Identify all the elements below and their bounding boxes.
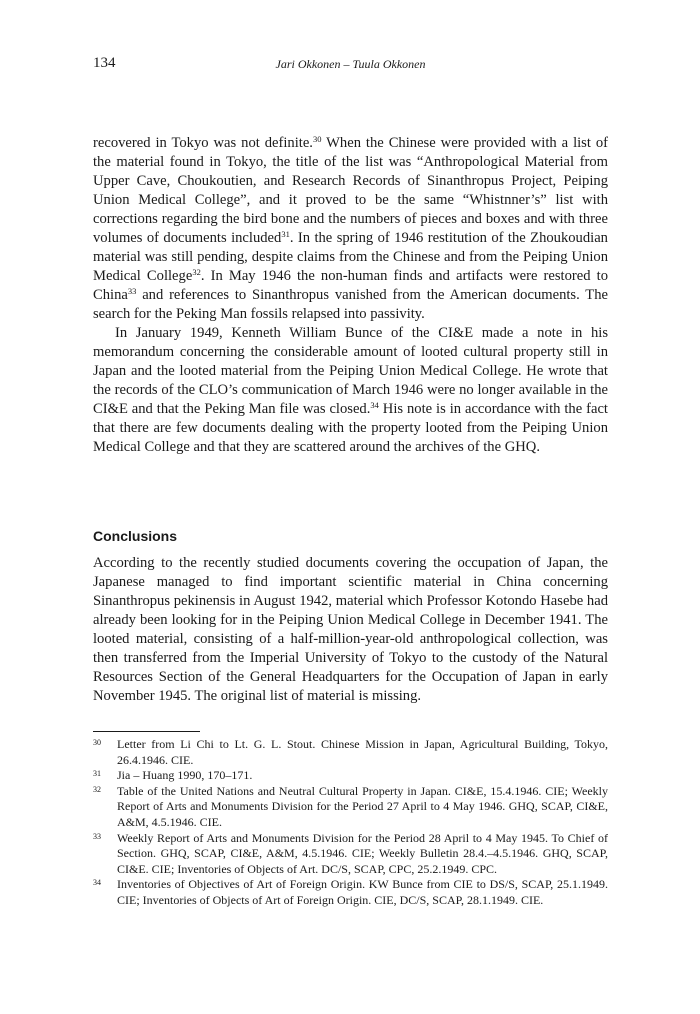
text-run: . In May 1946 the non-human finds and artifacts were restored to China	[93, 268, 609, 303]
footnote-ref-32[interactable]: 32	[192, 267, 201, 277]
footnote-text: Inventories of Objectives of Art of Foreign Origin. KW Bunce from CIE to DS/S, SCAP, 25.1.1949. CIE; Inventories of Objects of Art of Foreign Origin. CIE, DC/S, SCAP, 28.1.1949. CIE.	[117, 877, 608, 907]
footnote-number: 33	[93, 831, 101, 841]
page-number: 134	[93, 55, 116, 71]
footnote-ref-33[interactable]: 33	[127, 286, 137, 296]
conclusions-paragraph: According to the recently studied documents covering the occupation of Japan, the Japanese managed to find important scientific material in China concerning Sinanthropus pekinensis in August 1942, material which Professor Kotondo Hasebe had already been looking for in the Peiping Union Medical College in December 1941. The looted material, consisting of a half-million-year-old anthropological collection, was then transferred from the Imperial University of Tokyo to the custody of the Natural Resources Section of the General Headquarters for the Occupation of Japan in early November 1945. The original list of material is missing.	[93, 555, 608, 704]
body-text	[93, 134, 608, 457]
text-run: When the Chinese were provided with a list of the material found in Tokyo, the title of the list was “Anthropological Material from Upper Cave, Choukoutien, and Research Records of Sinanthropus Project, Peiping Union Medical College”, and it proved to be the same “Whistnner’s” list with corrections regarding the bird bone and the numbers of pieces and boxes and with three volumes of documents included	[93, 135, 609, 246]
text-run: recovered in Tokyo was not definite.	[93, 135, 313, 151]
footnote-number: 31	[93, 769, 101, 779]
paragraph	[93, 324, 608, 457]
footnote-text: Letter from Li Chi to Lt. G. L. Stout. Chinese Mission in Japan, Agricultural Building, Tokyo, 26.4.1946. CIE.	[117, 737, 608, 767]
running-header	[93, 54, 608, 74]
footnotes	[93, 737, 608, 909]
header-authors: Jari Okkonen – Tuula Okkonen	[275, 57, 426, 71]
footnote-number: 34	[93, 878, 101, 888]
footnote-31	[93, 768, 608, 784]
paragraph	[93, 134, 608, 324]
footnote-divider	[93, 731, 200, 732]
book-page	[93, 0, 608, 1014]
footnote-ref-34[interactable]: 34	[370, 400, 379, 410]
text-run: In January 1949, Kenneth William Bunce of the CI&E made a note in his memorandum concerning the considerable amount of looted cultural property still in Japan and the looted material from the Peiping Union Medical College. He wrote that the records of the CLO’s communication of March 1946 were no longer available in the CI&E and that the Peking Man file was closed.	[93, 325, 608, 417]
footnote-33	[93, 831, 608, 878]
footnote-ref-31[interactable]: 31	[281, 229, 290, 239]
section-heading-conclusions: Conclusions	[93, 527, 178, 544]
footnote-32	[93, 784, 608, 831]
footnote-34	[93, 877, 608, 908]
footnote-text: Jia – Huang 1990, 170–171.	[117, 768, 253, 783]
text-run: . In the spring of 1946 restitution of the Zhoukoudian material was still pending, despite claims from the Chinese and from the Peiping Union Medical College	[93, 230, 608, 284]
footnote-number: 32	[93, 784, 101, 794]
footnote-text: Table of the United Nations and Neutral Cultural Property in Japan. CI&E, 15.4.1946. CIE; Weekly Report of Arts and Monuments Division for the Period 27 April to 4 May 1946. GHQ, SCAP, CI&E, A&M, 4.5.1946. CIE.	[117, 783, 608, 829]
footnote-text: Weekly Report of Arts and Monuments Division for the Period 28 April to 4 May 1945. To Chief of Section. GHQ, SCAP, CI&E, A&M, 4.5.1946. CIE; Weekly Bulletin 28.4.–4.5.1946. GHQ, SCAP, CI&E. CIE; Inventories of Objects of Art. DC/S, SCAP, CPC, 25.2.1949. CPC.	[117, 830, 608, 876]
text-run: His note is in accordance with the fact that there are few documents dealing with the property looted from the Peiping Union Medical College and that they are scattered around the archives of the GHQ.	[93, 401, 608, 455]
footnote-number: 30	[93, 738, 101, 747]
text-run: and references to Sinanthropus vanished from the American documents. The search for the Peking Man fossils relapsed into passivity.	[93, 287, 608, 322]
footnote-ref-30[interactable]: 30	[312, 134, 322, 144]
footnote-30	[93, 737, 608, 768]
